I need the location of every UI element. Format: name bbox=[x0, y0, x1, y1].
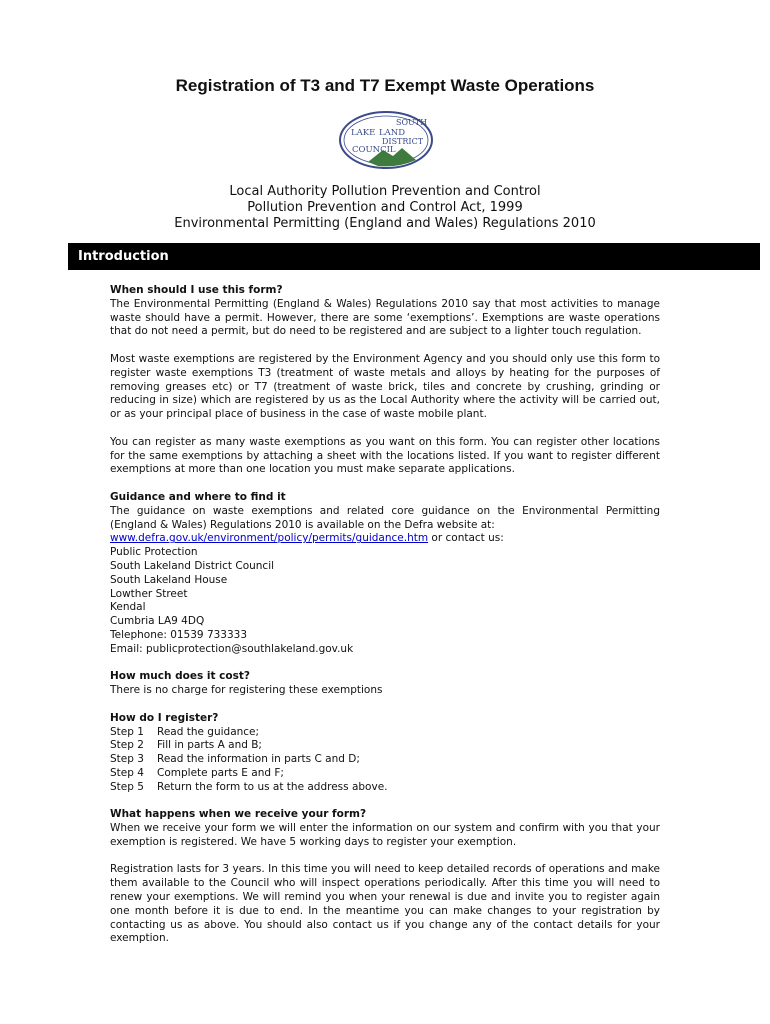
step-item bbox=[110, 767, 660, 781]
step-item bbox=[110, 739, 660, 753]
heading-register: How do I register? bbox=[110, 711, 219, 724]
paragraph: The Environmental Permitting (England & Wales) Regulations 2010 say that most activities to manage waste should have a permit. However, there are some ‘exemptions’. Exemptions are waste operations that do not need a permit, but do need to be registered and are subject to a lighter touch regulation. bbox=[110, 297, 660, 338]
logo-text-south: SOUTH bbox=[396, 118, 428, 127]
legislation-line: Pollution Prevention and Control Act, 1999 bbox=[247, 200, 523, 215]
address-line: Public Protection bbox=[110, 546, 198, 559]
defra-guidance-link[interactable]: www.defra.gov.uk/environment/policy/permits/guidance.htm bbox=[110, 532, 429, 545]
step-text: Read the guidance; bbox=[157, 725, 260, 738]
logo-text-district: DISTRICT bbox=[382, 137, 424, 146]
steps-list bbox=[110, 726, 660, 795]
heading-when: When should I use this form? bbox=[110, 284, 283, 296]
step-text: Complete parts E and F; bbox=[157, 766, 284, 779]
step-item bbox=[110, 753, 660, 767]
step-text: Fill in parts A and B; bbox=[157, 739, 262, 752]
email: Email: publicprotection@southlakeland.gov.uk bbox=[110, 642, 354, 655]
telephone: Telephone: 01539 733333 bbox=[110, 628, 248, 641]
heading-guidance: Guidance and where to find it bbox=[110, 490, 286, 503]
address-line: South Lakeland District Council bbox=[110, 559, 275, 572]
council-logo bbox=[338, 110, 434, 170]
logo-text-lake: LAKE bbox=[351, 128, 376, 138]
address-line: South Lakeland House bbox=[110, 573, 228, 586]
paragraph: When we receive your form we will enter the information on our system and confirm with you that your exemption is registered. We have 5 working days to register your exemption. bbox=[110, 822, 660, 848]
step-label: Step 3 bbox=[110, 753, 144, 766]
logo-text-land: LAND bbox=[379, 128, 406, 138]
step-text: Read the information in parts C and D; bbox=[157, 753, 360, 766]
paragraph: You can register as many waste exemptions as you want on this form. You can register other locations for the same exemptions by attaching a sheet with the locations listed. If you want to register different exemptions at more than one location you must make separate applications. bbox=[110, 435, 660, 476]
heading-cost: How much does it cost? bbox=[110, 670, 250, 683]
step-label: Step 4 bbox=[110, 766, 144, 779]
address-line: Cumbria LA9 4DQ bbox=[110, 615, 205, 628]
address-line: Lowther Street bbox=[110, 587, 188, 600]
address-line: Kendal bbox=[110, 601, 146, 614]
step-label: Step 2 bbox=[110, 739, 144, 752]
step-label: Step 1 bbox=[110, 725, 144, 738]
guidance-intro: The guidance on waste exemptions and related core guidance on the Environmental Permitting (England & Wales) Regulations 2010 is available on the Defra website at: bbox=[110, 504, 660, 531]
legislation-line: Local Authority Pollution Prevention and Control bbox=[229, 184, 541, 199]
step-text: Return the form to us at the address above. bbox=[157, 780, 388, 793]
step-item bbox=[110, 781, 660, 795]
logo-text-council: COUNCIL bbox=[352, 145, 396, 155]
guidance-contact: or contact us: bbox=[428, 532, 504, 545]
section-header-introduction: Introduction bbox=[68, 243, 760, 270]
paragraph: Most waste exemptions are registered by the Environment Agency and you should only use this form to register waste exemptions T3 (treatment of waste metals and alloys by heating for the purposes of removing greases etc) or T7 (treatment of waste brick, tiles and concrete by crushing, grinding or reducing in size) which are registered by us as the Local Authority where the activity will be carried out, or as your principal place of business in the case of waste mobile plant. bbox=[110, 352, 660, 421]
legislation-line: Environmental Permitting (England and Wales) Regulations 2010 bbox=[174, 216, 596, 231]
introduction-content bbox=[110, 284, 660, 960]
step-item bbox=[110, 726, 660, 740]
paragraph: Registration lasts for 3 years. In this time you will need to keep detailed records of operations and make them available to the Council who will inspect operations periodically. After this time you will need to renew your exemptions. We will remind you when your renewal is due and invite you to register again one month before it is due to end. In the meantime you can make changes to your registration by contacting us as above. You should also contact us if you change any of the contact details for your exemption. bbox=[110, 863, 660, 945]
heading-receive: What happens when we receive your form? bbox=[110, 808, 367, 821]
cost-text: There is no charge for registering these exemptions bbox=[110, 684, 383, 697]
page-title: Registration of T3 and T7 Exempt Waste Operations bbox=[175, 76, 595, 95]
legislation-list bbox=[0, 184, 770, 232]
step-label: Step 5 bbox=[110, 780, 144, 793]
guidance-text bbox=[110, 505, 660, 546]
contact-address bbox=[110, 546, 660, 656]
